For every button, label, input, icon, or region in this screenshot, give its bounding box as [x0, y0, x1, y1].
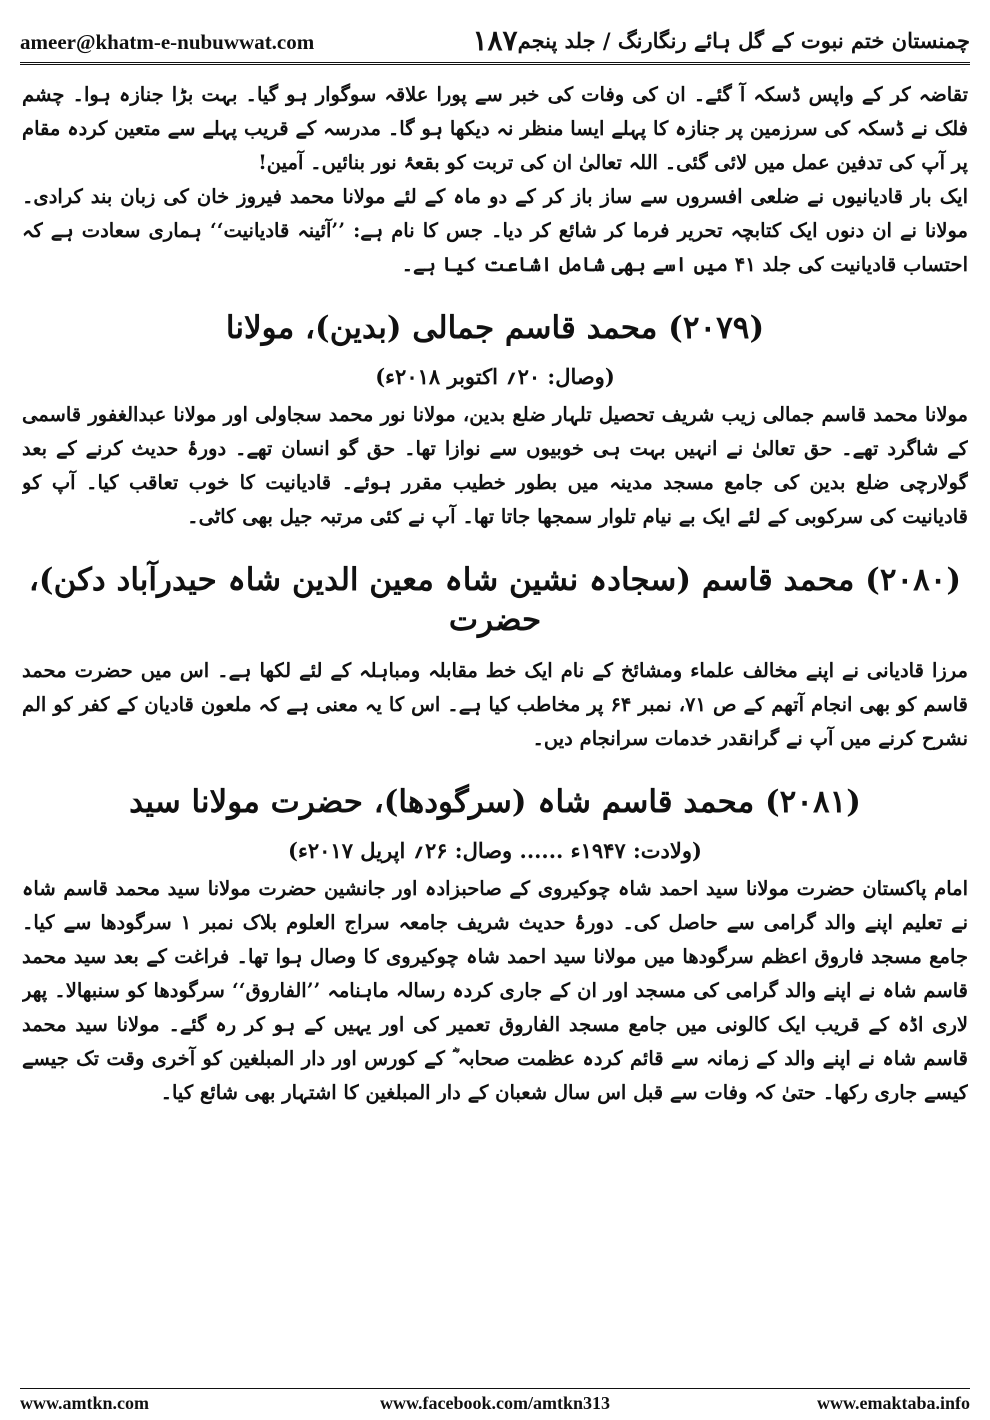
entry-heading-2079: (۲۰۷۹) محمد قاسم جمالی (بدین)، مولانا [225, 310, 765, 346]
entry-paragraph-2080: مرزا قادیانی نے اپنے مخالف علماء ومشائخ کے نام ایک خط مقابلہ ومباہلہ کے لئے لکھا ہے۔ اس میں حضرت محمد قاسم کو بھی انجام آتھم کے ص ۷۱، نمبر ۶۴ پر مخاطب کیا ہے۔ اس کا یہ معنی ہے کہ ملعون قادیان کے کفر کو الم نشرح کرنے میں آپ نے گرانقدر خدمات سرانجام دیں۔ [22, 659, 968, 750]
entry-heading-2080: (۲۰۸۰) محمد قاسم (سجادہ نشین شاہ معین الدین شاہ حیدرآباد دکن)، حضرت [28, 562, 962, 638]
intro-paragraph-2: ایک بار قادیانیوں نے ضلعی افسروں سے ساز باز کر کے دو ماہ کے لئے مولانا محمد فیروز خان کی زبان بند کرادی۔ مولانا نے ان دنوں ایک کتابچہ تحریر فرما کر شائع کر دیا۔ جس کا نام ہے: ’’آئینہ قادیانیت‘‘ ہماری سعادت ہے کہ احتساب قادیانیت کی جلد ۴۱ میں اسے بھی شامل اشاعت کیا ہے۔ [22, 185, 968, 276]
book-title: چمنستان ختم نبوت کے گل ہائے رنگارنگ / جلد پنجم [517, 28, 970, 53]
entry-paragraph-2081: امام پاکستان حضرت مولانا سید احمد شاہ چوکیروی کے صاحبزادہ اور جانشین حضرت مولانا سید محمد قاسم شاہ نے تعلیم اپنے والد گرامی سے حاصل کی۔ دورۂ حدیث شریف جامعہ سراج العلوم بلاک نمبر ۱ سرگودھا سے کیا۔ جامع مسجد فاروق اعظم سرگودھا میں مولانا سید احمد شاہ چوکیروی کا وصال ہوا تھا۔ فراغت کے بعد سید محمد قاسم شاہ نے اپنے والد گرامی کی مسجد اور ان کے جاری کردہ رسالہ ماہنامہ ’’الفاروق‘‘ سرگودھا کو سنبھالا۔ پھر لاری اڈہ کے قریب ایک کالونی میں جامع مسجد الفاروق تعمیر کی اور یہیں کے ہو کر رہ گئے۔ مولانا سید محمد قاسم شاہ نے اپنے والد کے زمانہ سے قائم کردہ عظمت صحابہ ؓ کے کورس اور دار المبلغین کو آخری وقت تک جیسے کیسے جاری رکھا۔ حتیٰ کہ وفات سے قبل اس سال شعبان کے دار المبلغین کا اشتہار بھی شائع کیا۔ [22, 877, 968, 1104]
entry-dates-2081: (ولادت: ۱۹۴۷ء ...... وصال: ۲۶؍ اپریل ۲۰۱۷ء) [288, 838, 702, 863]
entry-heading-2081: (۲۰۸۱) محمد قاسم شاہ (سرگودھا)، حضرت مولانا سید [129, 784, 861, 820]
page-content [22, 78, 968, 1383]
footer-link-emaktaba[interactable]: www.emaktaba.info [816, 1393, 970, 1413]
page-footer [20, 1388, 970, 1415]
entry-dates-2079: (وصال: ۲۰؍ اکتوبر ۲۰۱۸ء) [375, 364, 615, 389]
header-email: ameer@khatm-e-nubuwwat.com [20, 30, 315, 54]
footer-link-amtkn[interactable]: www.amtkn.com [20, 1393, 149, 1413]
footer-link-facebook[interactable]: www.facebook.com/amtkn313 [380, 1393, 610, 1413]
page-header [20, 22, 970, 65]
entry-paragraph-2079: مولانا محمد قاسم جمالی زیب شریف تحصیل تلہار ضلع بدین، مولانا نور محمد سجاولی اور مولانا عبدالغفور قاسمی کے شاگرد تھے۔ حق تعالیٰ نے انہیں بہت ہی خوبیوں سے نوازا تھا۔ حق گو انسان تھے۔ دورۂ حدیث کرنے کے بعد گولارچی ضلع بدین کی جامع مسجد مدینہ میں بطور خطیب مقرر ہوئے۔ قادیانیت کا خوب تعاقب کیا۔ آپ کو قادیانیت کی سرکوبی کے لئے ایک بے نیام تلوار سمجھا جاتا تھا۔ آپ نے کئی مرتبہ جیل بھی کاٹی۔ [22, 403, 968, 528]
page-number: ۱۸۷ [472, 24, 518, 57]
intro-paragraph-1: تقاضہ کر کے واپس ڈسکہ آ گئے۔ ان کی وفات کی خبر سے پورا علاقہ سوگوار ہو گیا۔ بہت بڑا جنازہ ہوا۔ چشم فلک نے ڈسکہ کی سرزمین پر جنازہ کا پہلے ایسا منظر نہ دیکھا ہو گا۔ مدرسہ کے قریب پہلے سے متعین کردہ مقام پر آپ کی تدفین عمل میں لائی گئی۔ اللہ تعالیٰ ان کی تربت کو بقعۂ نور بنائیں۔ آمین! [22, 83, 968, 174]
